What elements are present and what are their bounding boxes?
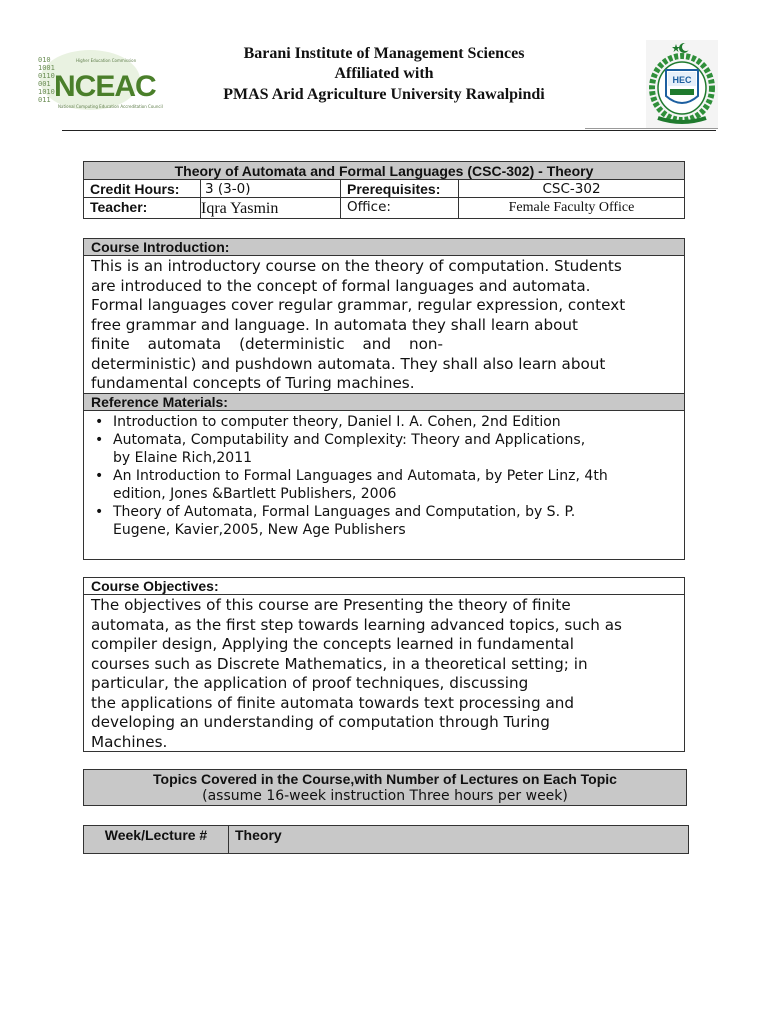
bullet-icon: • xyxy=(95,468,104,484)
bullet-icon: • xyxy=(95,504,104,520)
topics-subtitle: (assume 16-week instruction Three hours per week) xyxy=(202,788,568,804)
reference-item: • An Introduction to Formal Languages and Automata, by Peter Linz, 4th edition, Jones &Bartlett Publishers, 2006 xyxy=(95,468,608,502)
topics-header xyxy=(83,769,687,806)
course-info-table xyxy=(83,161,685,219)
office-label: Office: xyxy=(340,198,458,218)
university-name: PMAS Arid Agriculture University Rawalpindi xyxy=(223,86,545,103)
intro-line: deterministic) and pushdown automata. They shall also learn about xyxy=(91,354,606,373)
schedule-header xyxy=(83,825,689,854)
objective-line: compiler design, Applying the concepts learned in fundamental xyxy=(91,635,574,653)
office-value: Female Faculty Office xyxy=(458,198,684,218)
course-intro-text xyxy=(84,256,684,394)
objective-line: developing an understanding of computation through Turing xyxy=(91,713,550,731)
affiliation-text: Affiliated with xyxy=(334,65,434,82)
logo-caption: National Computing Education Accreditation Council xyxy=(58,104,163,109)
course-title: Theory of Automata and Formal Languages (CSC-302) - Theory xyxy=(84,162,684,180)
teacher-label: Teacher: xyxy=(90,199,148,215)
hec-logo xyxy=(646,40,718,128)
intro-line: This is an introductory course on the theory of computation. Students xyxy=(91,257,622,275)
intro-line: Formal languages cover regular grammar, regular expression, context xyxy=(91,296,626,314)
credit-hours-label: Credit Hours: xyxy=(84,180,200,198)
topics-title: Topics Covered in the Course,with Number of Lectures on Each Topic xyxy=(153,771,617,787)
objective-line: courses such as Discrete Mathematics, in a theoretical setting; in xyxy=(91,654,588,673)
reference-materials xyxy=(84,412,684,559)
nceac-logo xyxy=(34,46,163,114)
course-objectives-label: Course Objectives: xyxy=(84,578,684,595)
reference-item: • Introduction to computer theory, Daniel I. A. Cohen, 2nd Edition xyxy=(95,414,561,430)
reference-item: • Automata, Computability and Complexity: Theory and Applications, by Elaine Rich,2011 xyxy=(95,432,586,466)
prerequisites-value: CSC-302 xyxy=(458,180,684,198)
intro-line: finite automata (deterministic and non- xyxy=(91,335,443,353)
intro-line: fundamental concepts of Turing machines. xyxy=(91,374,415,392)
header-divider xyxy=(62,130,716,131)
bullet-icon: • xyxy=(95,432,104,448)
reference-list xyxy=(91,413,672,539)
intro-references-table xyxy=(83,238,685,560)
reference-item: • Theory of Automata, Formal Languages and Computation, by S. P. Eugene, Kavier,2005, New Age Publishers xyxy=(95,504,576,538)
objective-line: The objectives of this course are Presenting the theory of finite xyxy=(91,596,571,614)
bullet-icon: • xyxy=(95,414,104,430)
objective-line: Machines. xyxy=(91,732,168,751)
institute-name: Barani Institute of Management Sciences xyxy=(243,45,525,62)
intro-line: are introduced to the concept of formal languages and automata. xyxy=(91,276,591,295)
objectives-table xyxy=(83,577,685,752)
theory-column: Theory xyxy=(228,826,688,853)
prerequisites-label: Prerequisites: xyxy=(340,180,458,198)
credit-hours-value: 3 (3-0) xyxy=(200,180,340,198)
objective-line: particular, the application of proof techniques, discussing xyxy=(91,674,529,692)
logo-wordmark: NCEAC xyxy=(54,70,156,103)
logo-top-text: Higher Education Commission xyxy=(76,58,137,63)
intro-line: free grammar and language. In automata they shall learn about xyxy=(91,315,578,334)
logo-digits: 010 1001 0110 001 1010 011 xyxy=(38,56,55,104)
week-lecture-column: Week/Lecture # xyxy=(104,827,208,843)
objective-line: the applications of finite automata towards text processing and xyxy=(91,693,575,712)
teacher-value: Iqra Yasmin xyxy=(200,198,340,218)
course-objectives-text xyxy=(84,595,684,751)
course-intro-label: Course Introduction: xyxy=(84,239,684,256)
header-divider-right xyxy=(585,128,718,129)
hec-logo-text: HEC xyxy=(672,75,692,85)
reference-materials-label: Reference Materials: xyxy=(84,394,684,411)
objective-line: automata, as the first step towards learning advanced topics, such as xyxy=(91,615,622,634)
